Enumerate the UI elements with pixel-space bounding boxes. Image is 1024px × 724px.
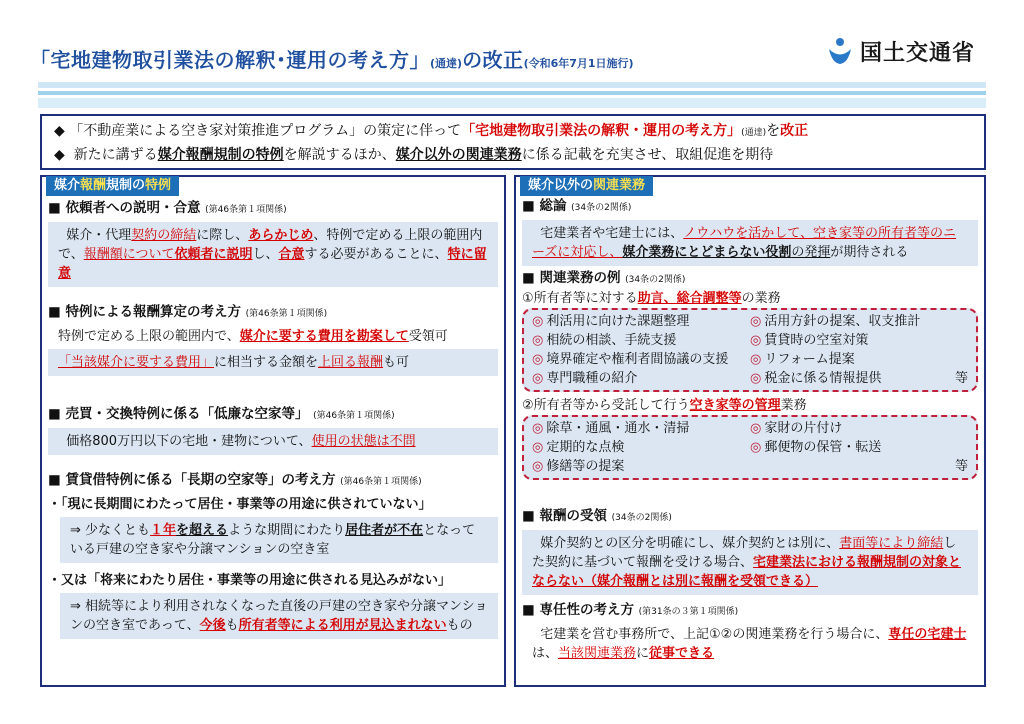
section-title-text: ■ 総論 <box>522 198 567 214</box>
section-box <box>522 220 978 266</box>
section-low-price <box>48 405 498 455</box>
section-title <box>48 471 498 491</box>
body-text: に相当する金額を <box>214 355 319 370</box>
body-text: 業務 <box>780 398 807 413</box>
highlight-text: 特に留意 <box>58 247 487 281</box>
body-text: ①所有者等に対する <box>522 291 638 306</box>
body-text: となっている戸建の空き家や分譲マンションの空き室 <box>70 523 476 557</box>
highlight-text: 従事できる <box>649 646 715 661</box>
related-task-item <box>750 331 968 350</box>
section-box <box>522 530 978 595</box>
title-date: (令和6年7月1日施行) <box>523 57 634 70</box>
item-text: 郵便物の保管・転送 <box>764 440 882 455</box>
body-text: 媒介契約との区分を明確にし、媒介契約とは別に、 <box>540 536 840 551</box>
section-title-text: ■ 売買・交換特例に係る「低廉な空家等」 <box>48 406 309 422</box>
item-text: 修繕等の提案 <box>546 459 625 474</box>
section-box <box>48 428 498 455</box>
double-circle-icon: ◎ <box>532 314 544 329</box>
mlit-logo-icon <box>826 36 854 66</box>
highlight-text: 今後 <box>199 618 226 633</box>
highlight-text: を超える <box>176 523 229 538</box>
item-text: 境界確定や権利者間協議の支援 <box>546 352 729 367</box>
body-text: ②所有者等から受託して行う <box>522 398 690 413</box>
summary-note: (通達) <box>741 128 767 138</box>
highlight-text: 居住者が不在 <box>345 523 424 538</box>
group-1-list <box>522 308 978 392</box>
highlight-text: 契約の締結 <box>131 228 197 243</box>
right-panel-heading <box>520 176 653 196</box>
section-ref: (第46条第１項関係) <box>205 205 287 215</box>
highlight-text: 所有者等による利用が見込まれない <box>238 618 447 633</box>
body-text: する必要があることに、 <box>304 247 448 262</box>
etc-label: 等 <box>954 371 968 386</box>
section-title <box>522 197 978 217</box>
highlight-text: 報酬額について <box>83 247 175 262</box>
section-exclusivity <box>522 601 978 663</box>
title-change: の改正 <box>462 48 524 72</box>
group-2-grid <box>532 419 968 476</box>
body-text: ⇒ 少なくとも <box>70 523 151 538</box>
section-ref: (第31条の３第１項関係) <box>638 607 739 617</box>
related-task-item <box>750 369 968 388</box>
highlight-text: の発揮 <box>791 245 831 260</box>
body-text: 宅建業者や宅建士には、 <box>540 226 684 241</box>
double-circle-icon: ◎ <box>750 352 762 367</box>
heading-text: 媒介 <box>54 178 81 193</box>
related-task-item <box>532 438 750 457</box>
section-ref: (第46条第１項関係) <box>313 411 395 421</box>
section-ref: (34条の2関係) <box>625 275 686 285</box>
section-title-text: ■ 報酬の受領 <box>522 508 607 524</box>
item-text: 定期的な点検 <box>546 440 625 455</box>
related-task-item <box>750 419 968 438</box>
body-text: もの <box>446 618 473 633</box>
heading-highlight: 関連業務 <box>593 178 646 193</box>
item-text: 除草・通風・通水・清掃 <box>546 421 690 436</box>
section-overview <box>522 197 978 266</box>
related-task-item <box>532 350 750 369</box>
etc-label: 等 <box>954 459 968 474</box>
related-task-item <box>532 419 750 438</box>
related-task-item <box>750 350 968 369</box>
grid-spacer <box>750 457 968 476</box>
section-ref: (第46条第１項関係) <box>245 309 328 319</box>
double-circle-icon: ◎ <box>750 371 762 386</box>
highlight-text: 宅建業法における報酬規制の対象とならない（媒介報酬とは別に報酬を受領できる） <box>532 555 962 589</box>
summary-highlight: 媒介報酬規制の特例 <box>157 147 284 163</box>
section-box <box>60 593 498 639</box>
heading-highlight: 特例 <box>145 178 172 193</box>
section-ref: (34条の2関係) <box>611 513 672 523</box>
item-text: 相続の相談、手続支援 <box>546 333 677 348</box>
group-1-title <box>522 289 978 308</box>
diamond-bullet: ◆ <box>54 147 65 163</box>
section-text <box>48 323 498 346</box>
quote-line: ・又は「将来にわたり居住・事業等の用途に供される見込みがない」 <box>48 573 452 588</box>
quote-line: ・「現に長期間にわたって居住・事業等の用途に供されていない」 <box>48 497 432 512</box>
section-title <box>522 507 978 527</box>
highlight-text: あらかじめ <box>248 228 314 243</box>
body-text: 価格800万円以下の宅地・建物について、 <box>66 434 312 449</box>
heading-text: 媒介以外の <box>528 178 594 193</box>
body-text: 媒介・代理 <box>66 228 132 243</box>
body-text: ⇒ 相続等により利用されなくなった直後の戸建の空き家や分譲マンションの空き室であって、 <box>70 599 488 633</box>
section-fee-calculation <box>48 303 498 376</box>
body-text: ような期間にわたり <box>228 523 346 538</box>
group-2-list <box>522 415 978 480</box>
highlight-text: 媒介業務にとどまらない役割 <box>622 245 792 260</box>
section-title <box>48 303 498 323</box>
body-text: は、 <box>532 646 559 661</box>
summary-row-2 <box>54 144 972 166</box>
section-title-text: ■ 専任性の考え方 <box>522 602 634 618</box>
highlight-text: 「当該媒介に要する費用」 <box>58 355 215 370</box>
double-circle-icon: ◎ <box>532 352 544 367</box>
highlight-text: 上回る報酬 <box>318 355 384 370</box>
summary-highlight: 媒介以外の関連業務 <box>395 147 522 163</box>
section-ref: (34条の2関係) <box>571 203 632 213</box>
item-text: 利活用に向けた課題整理 <box>546 314 690 329</box>
org-header <box>826 34 996 68</box>
highlight-text: 合意 <box>278 247 305 262</box>
summary-text: に係る記載を充実させ、取組促進を期待 <box>521 147 774 163</box>
related-task-item <box>750 438 968 457</box>
double-circle-icon: ◎ <box>532 333 544 348</box>
body-text: 特例で定める上限の範囲内で、 <box>58 329 240 344</box>
body-text: に際し、 <box>196 228 249 243</box>
highlight-text: １年 <box>150 523 177 538</box>
left-panel <box>40 175 506 687</box>
section-title-text: ■ 依頼者への説明・合意 <box>48 200 201 216</box>
body-text: が期待される <box>830 245 909 260</box>
related-task-item <box>750 312 968 331</box>
body-text: も可 <box>383 355 410 370</box>
double-circle-icon: ◎ <box>750 440 762 455</box>
highlight-text: 当該関連業務 <box>558 646 637 661</box>
item-text: リフォーム提案 <box>764 352 855 367</box>
org-name: 国土交通省 <box>860 40 976 66</box>
summary-text: 新たに講ずる <box>73 147 158 163</box>
section-box <box>48 222 498 287</box>
related-task-item <box>532 312 750 331</box>
item-text: 専門職種の紹介 <box>546 371 638 386</box>
summary-highlight: 改正 <box>780 123 809 139</box>
section-title <box>48 199 498 219</box>
right-panel <box>514 175 986 687</box>
title-band-2 <box>38 91 986 95</box>
summary-text: 「不動産業による空き家対策推進プログラム」の策定に伴って <box>69 123 462 139</box>
double-circle-icon: ◎ <box>750 333 762 348</box>
item-text: 賃貸時の空室対策 <box>764 333 869 348</box>
highlight-text: 助言、総合調整等 <box>637 291 742 306</box>
item-text: 家財の片付け <box>764 421 843 436</box>
summary-highlight: 「宅地建物取引業法の解釈・運用の考え方」 <box>461 123 742 139</box>
section-title <box>48 405 498 425</box>
summary-row-1 <box>54 120 972 144</box>
title-main: 「宅地建物取引業法の解釈･運用の考え方」 <box>30 48 430 72</box>
highlight-text: 依頼者に説明 <box>174 247 253 262</box>
summary-text: を解説するほか、 <box>283 147 396 163</box>
related-task-item <box>532 457 750 476</box>
double-circle-icon: ◎ <box>750 421 762 436</box>
section-title-text: ■ 賃貸借特例に係る「長期の空家等」の考え方 <box>48 472 336 488</box>
section-long-term <box>48 471 498 639</box>
related-task-item <box>532 369 750 388</box>
heading-text: 規制の <box>106 178 146 193</box>
body-text: 、特例で定める上限の範囲内で、 <box>58 228 483 262</box>
section-explanation <box>48 199 498 287</box>
body-text: 宅建業を営む事務所で、上記①②の関連業務を行う場合に、 <box>540 627 889 642</box>
highlight-text: 媒介に要する費用を勘案して <box>239 329 409 344</box>
section-fee-receipt <box>522 507 978 595</box>
item-text: 税金に係る情報提供 <box>764 371 882 386</box>
group-1-grid <box>532 312 968 388</box>
highlight-text: 空き家等の管理 <box>689 398 781 413</box>
section-box <box>60 517 498 563</box>
title-band-1 <box>38 82 986 88</box>
highlight-text: 専任の宅建士 <box>888 627 967 642</box>
section-title-text: ■ 関連業務の例 <box>522 270 621 286</box>
body-text: した契約に基づいて報酬を受ける場合、 <box>532 536 957 570</box>
title-tsutatsu: (通達) <box>430 57 463 70</box>
heading-highlight: 報酬 <box>80 178 107 193</box>
section-box <box>48 349 498 376</box>
page-title <box>30 44 870 78</box>
double-circle-icon: ◎ <box>532 421 544 436</box>
section-examples <box>522 269 978 480</box>
body-text: も <box>225 618 239 633</box>
section-title <box>522 269 978 289</box>
highlight-text: 書面等により締結 <box>839 536 944 551</box>
section-title-text: ■ 特例による報酬算定の考え方 <box>48 304 241 320</box>
double-circle-icon: ◎ <box>750 314 762 329</box>
group-2-title <box>522 396 978 415</box>
double-circle-icon: ◎ <box>532 371 544 386</box>
section-ref: (第46条第１項関係) <box>340 477 422 487</box>
summary-text: を <box>766 123 781 139</box>
left-panel-heading <box>46 176 179 196</box>
body-text: の業務 <box>741 291 781 306</box>
double-circle-icon: ◎ <box>532 459 544 474</box>
related-task-item <box>532 331 750 350</box>
highlight-text: 使用の状態は不問 <box>311 434 416 449</box>
highlight-text: ノウハウを活かして、空き家等の所有者等のニーズに対応し、 <box>532 226 957 260</box>
double-circle-icon: ◎ <box>532 440 544 455</box>
summary-box <box>40 114 986 170</box>
section-title <box>522 601 978 621</box>
body-text: 受領可 <box>408 329 448 344</box>
item-text: 活用方針の提案、収支推計 <box>764 314 921 329</box>
diamond-bullet: ◆ <box>54 123 65 139</box>
body-text: に <box>636 646 650 661</box>
section-text <box>522 621 978 663</box>
title-band-3 <box>38 98 986 108</box>
body-text: し、 <box>252 247 279 262</box>
